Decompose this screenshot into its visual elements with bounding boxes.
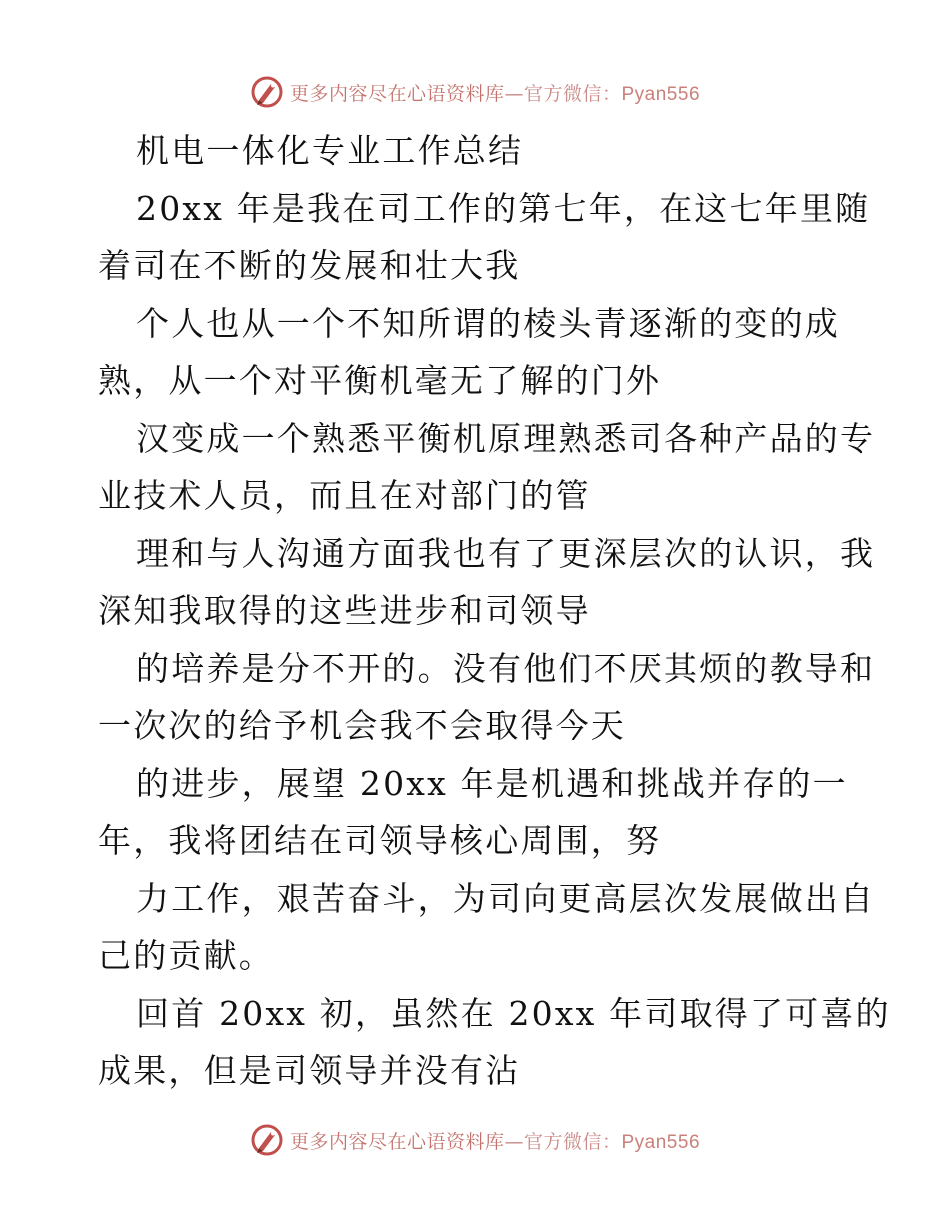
watermark-contact: 官方微信： <box>523 1130 622 1153</box>
text-line: 年，我将团结在司领导核心周围，努 <box>98 821 662 860</box>
pen-logo-icon <box>250 75 284 109</box>
text-line: 着司在不断的发展和壮大我 <box>98 246 521 285</box>
text-line: 己的贡献。 <box>98 936 274 975</box>
watermark-separator: — <box>504 1130 524 1153</box>
text-line: 业技术人员，而且在对部门的管 <box>98 476 591 515</box>
watermark-main: 更多内容尽在心语资料库 <box>289 1130 505 1153</box>
text-line: 汉变成一个熟悉平衡机原理熟悉司各种产品的专 <box>136 418 876 458</box>
text-line: 深知我取得的这些进步和司领导 <box>98 591 591 630</box>
watermark-id: Pyan556 <box>621 83 701 105</box>
text-line: 力工作，艰苦奋斗，为司向更高层次发展做出自 <box>136 878 876 918</box>
watermark-contact: 官方微信： <box>523 82 622 105</box>
text-line: 20xx 年是我在司工作的第七年，在这七年里随 <box>136 188 871 228</box>
text-line: 理和与人沟通方面我也有了更深层次的认识，我 <box>136 533 876 573</box>
text-line: 一次次的给予机会我不会取得今天 <box>98 706 626 745</box>
watermark-separator: — <box>504 82 524 105</box>
text-line: 的进步，展望 20xx 年是机遇和挑战并存的一 <box>136 763 848 803</box>
watermark-text <box>290 1127 700 1154</box>
text-line: 的培养是分不开的。没有他们不厌其烦的教导和 <box>136 648 876 688</box>
text-line: 个人也从一个不知所谓的棱头青逐渐的变的成 <box>136 303 840 343</box>
watermark-main: 更多内容尽在心语资料库 <box>289 82 505 105</box>
document-body <box>98 122 891 1100</box>
watermark-id: Pyan556 <box>621 1131 701 1153</box>
watermark-text <box>290 79 700 106</box>
footer-watermark <box>0 1120 950 1160</box>
text-line: 回首 20xx 初，虽然在 20xx 年司取得了可喜的 <box>136 993 891 1033</box>
pen-logo-icon <box>250 1123 284 1157</box>
header-watermark <box>0 72 950 112</box>
text-line: 熟，从一个对平衡机毫无了解的门外 <box>98 361 662 400</box>
text-line: 成果，但是司领导并没有沾 <box>98 1051 521 1090</box>
text-line: 机电一体化专业工作总结 <box>136 131 524 170</box>
